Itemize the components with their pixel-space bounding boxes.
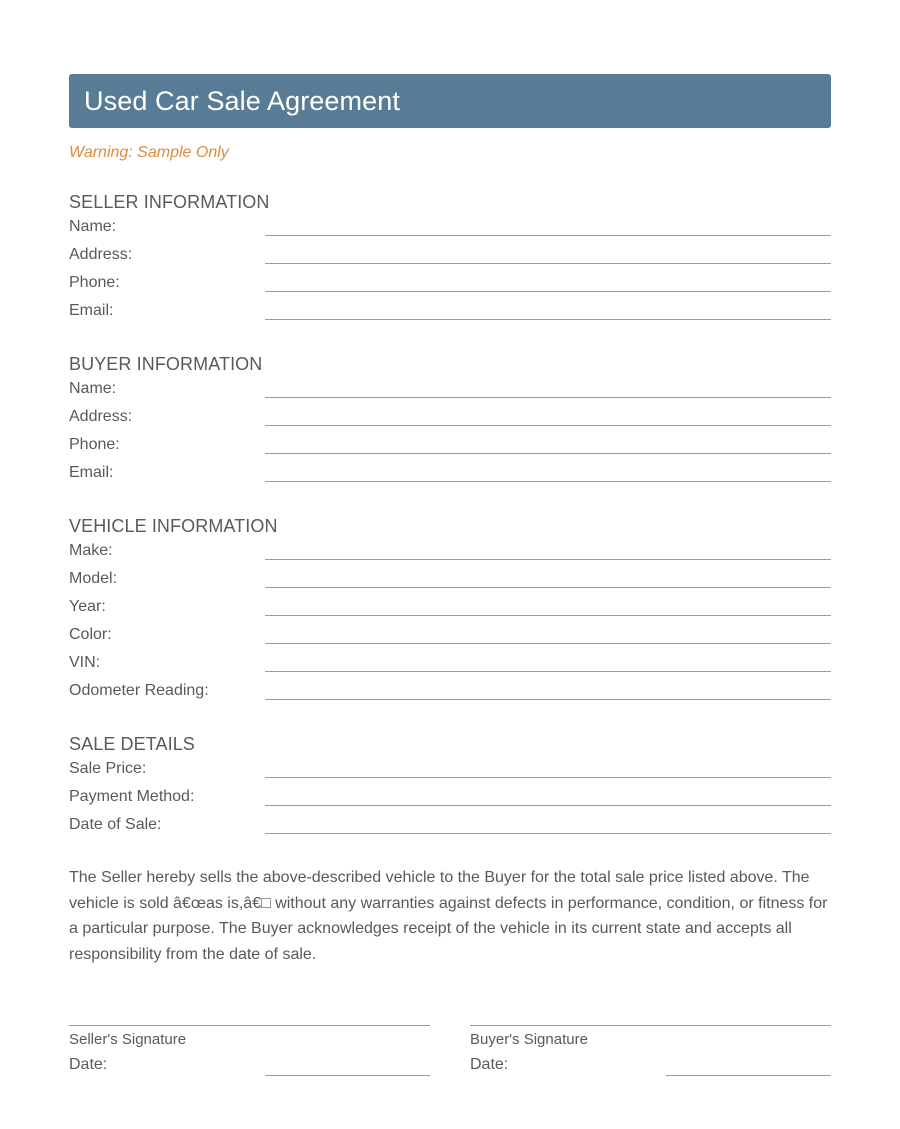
vehicle-odometer-row bbox=[69, 677, 831, 705]
seller-signature-label: Seller's Signature bbox=[69, 1031, 187, 1048]
section-title: SELLER INFORMATION bbox=[69, 192, 270, 212]
buyer-name-row bbox=[69, 375, 831, 403]
payment-method-field[interactable] bbox=[265, 805, 831, 806]
field-label: Email: bbox=[69, 302, 114, 319]
seller-name-field[interactable] bbox=[265, 235, 831, 236]
seller-date-label: Date: bbox=[69, 1056, 108, 1073]
vehicle-color-field[interactable] bbox=[265, 643, 831, 644]
seller-signature bbox=[69, 1025, 430, 1078]
seller-information-section bbox=[69, 191, 831, 325]
title-bar bbox=[69, 74, 831, 128]
buyer-signature-label: Buyer's Signature bbox=[470, 1031, 588, 1048]
seller-address-field[interactable] bbox=[265, 263, 831, 264]
field-label: Name: bbox=[69, 380, 117, 397]
field-label: Color: bbox=[69, 626, 112, 643]
vehicle-model-field[interactable] bbox=[265, 587, 831, 588]
field-label: Name: bbox=[69, 218, 117, 235]
buyer-signature bbox=[470, 1025, 831, 1078]
seller-email-field[interactable] bbox=[265, 319, 831, 320]
date-of-sale-row bbox=[69, 811, 831, 839]
buyer-address-row bbox=[69, 403, 831, 431]
field-label: Phone: bbox=[69, 436, 120, 453]
vehicle-year-row bbox=[69, 593, 831, 621]
field-label: Make: bbox=[69, 542, 113, 559]
vehicle-color-row bbox=[69, 621, 831, 649]
sale-price-field[interactable] bbox=[265, 777, 831, 778]
vehicle-vin-field[interactable] bbox=[265, 671, 831, 672]
seller-phone-field[interactable] bbox=[265, 291, 831, 292]
vehicle-year-field[interactable] bbox=[265, 615, 831, 616]
field-label: Email: bbox=[69, 464, 114, 481]
field-label: Address: bbox=[69, 408, 133, 425]
vehicle-odometer-field[interactable] bbox=[265, 699, 831, 700]
field-label: VIN: bbox=[69, 654, 101, 671]
sale-price-row bbox=[69, 755, 831, 783]
field-label: Year: bbox=[69, 598, 106, 615]
buyer-address-field[interactable] bbox=[265, 425, 831, 426]
buyer-date-field[interactable] bbox=[666, 1075, 831, 1076]
vehicle-information-section bbox=[69, 515, 831, 705]
seller-date-field[interactable] bbox=[265, 1075, 430, 1076]
seller-phone-row bbox=[69, 269, 831, 297]
date-of-sale-field[interactable] bbox=[265, 833, 831, 834]
seller-address-row bbox=[69, 241, 831, 269]
field-label: Sale Price: bbox=[69, 760, 147, 777]
terms-paragraph: The Seller hereby sells the above-described vehicle to the Buyer for the total sale price listed above. The vehicle is sold â€œas is,â€□ without any warranties against defects in performance, condition, or fitness for a particular purpose. The Buyer acknowledges receipt of the vehicle in its current state and accepts all responsibility from the date of sale. bbox=[69, 869, 828, 963]
vehicle-vin-row bbox=[69, 649, 831, 677]
sale-details-section bbox=[69, 733, 831, 839]
buyer-date-label: Date: bbox=[470, 1056, 509, 1073]
section-title: SALE DETAILS bbox=[69, 734, 195, 754]
buyer-phone-field[interactable] bbox=[265, 453, 831, 454]
buyer-email-row bbox=[69, 459, 831, 487]
field-label: Phone: bbox=[69, 274, 120, 291]
buyer-date-row bbox=[470, 1054, 831, 1078]
seller-email-row bbox=[69, 297, 831, 325]
field-label: Date of Sale: bbox=[69, 816, 162, 833]
agreement-document bbox=[69, 74, 831, 967]
seller-signature-line[interactable] bbox=[69, 1025, 430, 1026]
vehicle-make-field[interactable] bbox=[265, 559, 831, 560]
vehicle-make-row bbox=[69, 537, 831, 565]
seller-date-row bbox=[69, 1054, 430, 1078]
field-label: Odometer Reading: bbox=[69, 682, 209, 699]
section-title: VEHICLE INFORMATION bbox=[69, 516, 278, 536]
buyer-information-section bbox=[69, 353, 831, 487]
buyer-signature-line[interactable] bbox=[470, 1025, 831, 1026]
payment-method-row bbox=[69, 783, 831, 811]
buyer-phone-row bbox=[69, 431, 831, 459]
buyer-email-field[interactable] bbox=[265, 481, 831, 482]
page-title: Used Car Sale Agreement bbox=[84, 85, 400, 116]
field-label: Model: bbox=[69, 570, 118, 587]
buyer-name-field[interactable] bbox=[265, 397, 831, 398]
field-label: Address: bbox=[69, 246, 133, 263]
section-title: BUYER INFORMATION bbox=[69, 354, 263, 374]
vehicle-model-row bbox=[69, 565, 831, 593]
field-label: Payment Method: bbox=[69, 788, 195, 805]
sample-warning: Warning: Sample Only bbox=[69, 144, 229, 161]
seller-name-row bbox=[69, 213, 831, 241]
